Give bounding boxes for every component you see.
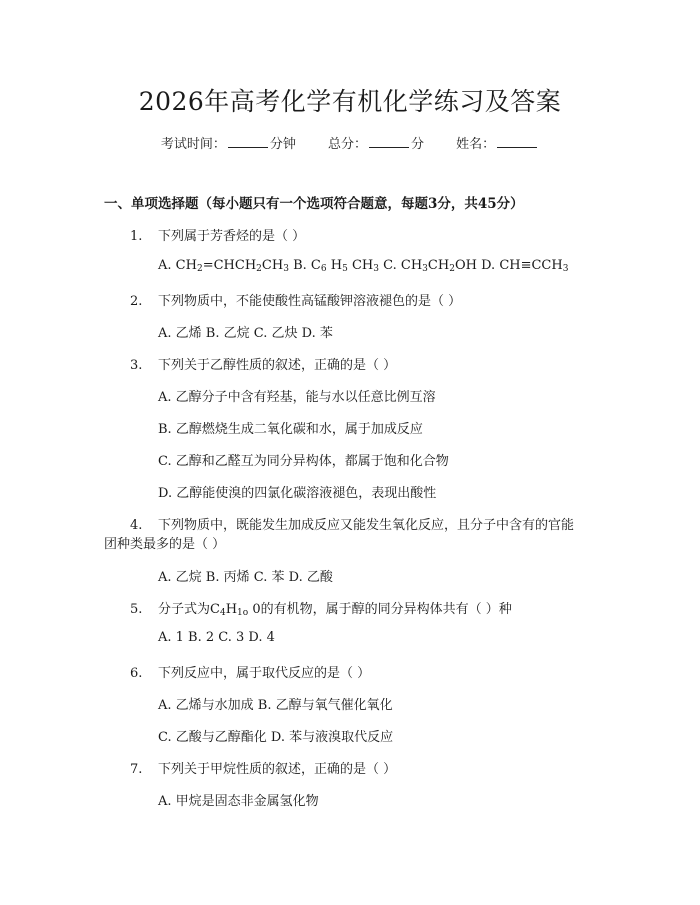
formula-part: OH (454, 258, 477, 273)
formula-part: 0的有机物，属于醇的同分异构体共有（ ）种 (248, 602, 512, 617)
question-stem: 下列属于芳香烃的是（ ） (158, 229, 306, 244)
question-stem: 下列关于甲烷性质的叙述，正确的是（ ） (158, 762, 397, 777)
formula-subscript: 3 (422, 264, 428, 274)
time-blank (228, 135, 268, 148)
formula-part: =CHCH (202, 258, 257, 273)
name-label: 姓名： (456, 137, 496, 152)
option-label: B. (293, 258, 307, 273)
option-line: D. 乙醇能使溴的四氯化碳溶液褪色，表现出酸性 (158, 486, 437, 501)
formula-subscript: 1 (237, 608, 243, 618)
time-label: 考试时间： (160, 137, 226, 152)
page-title: 2026年高考化学有机化学练习及答案 (138, 87, 562, 116)
option-line: C. 乙酸与乙醇酯化 D. 苯与液溴取代反应 (158, 730, 394, 745)
question-5 (130, 598, 512, 618)
question-5-options: A. 1 B. 2 C. 3 D. 4 (158, 630, 275, 645)
question-stem: 下列物质中，既能发生加成反应又能发生氧化反应，且分子中含有的官能 (158, 518, 575, 533)
score-field (328, 133, 424, 152)
question-number: 1. (130, 229, 143, 244)
formula-part: CH (347, 258, 374, 273)
formula-subscript: 5 (342, 264, 348, 274)
question-stem-continuation: 团种类最多的是（ ） (104, 537, 226, 552)
formula-part: CH (400, 258, 423, 273)
question-1 (130, 225, 305, 244)
formula-subscript: 2 (449, 264, 455, 274)
option-b (293, 258, 379, 273)
question-number: 4. (130, 518, 143, 533)
option-c (383, 258, 477, 273)
formula-subscript: 2 (196, 264, 203, 274)
formula-subscript: 3 (373, 264, 379, 274)
question-2-options: A. 乙烯 B. 乙烷 C. 乙炔 D. 苯 (158, 326, 333, 341)
option-line: A. 甲烷是固态非金属氢化物 (158, 794, 319, 809)
time-field (161, 133, 296, 152)
question-3 (130, 354, 396, 373)
question-number: 6. (130, 666, 143, 681)
formula-subscript: o (242, 608, 249, 618)
formula-subscript: 2 (256, 264, 262, 274)
exam-meta (0, 133, 700, 152)
question-stem: 下列关于乙醇性质的叙述，正确的是（ ） (158, 358, 397, 373)
question-number: 7. (130, 762, 143, 777)
question-number: 2. (130, 294, 143, 309)
question-4 (130, 514, 574, 533)
question-number: 5. (130, 602, 143, 617)
score-label: 总分： (327, 137, 367, 152)
formula-part: CH (261, 258, 284, 273)
formula-subscript: 6 (320, 264, 327, 274)
formula-part: H (326, 258, 343, 273)
option-label: D. (481, 258, 496, 273)
question-2 (130, 290, 461, 309)
option-line: B. 乙醇燃烧生成二氧化碳和水，属于加成反应 (158, 422, 423, 437)
formula-part: C (310, 258, 321, 273)
question-stem: 下列物质中，不能使酸性高锰酸钾溶液褪色的是（ ） (158, 294, 462, 309)
option-line: A. 乙醇分子中含有羟基，能与水以任意比例互溶 (158, 390, 436, 405)
formula-subscript: 3 (283, 264, 289, 274)
score-unit: 分 (411, 137, 425, 152)
question-stem (158, 602, 512, 617)
option-line: A. 乙烯与水加成 B. 乙醇与氧气催化氧化 (158, 698, 393, 713)
formula-part: CH (427, 258, 450, 273)
option-label: C. (383, 258, 397, 273)
formula-part: 分子式为C (158, 602, 220, 617)
question-1-options (158, 258, 568, 274)
question-7 (130, 758, 396, 777)
score-blank (369, 135, 409, 148)
option-line: C. 乙醇和乙醛互为同分异构体，都属于饱和化合物 (158, 454, 449, 469)
question-number: 3. (130, 358, 143, 373)
name-blank (497, 135, 537, 148)
formula-subscript: 3 (562, 264, 569, 274)
name-field (456, 133, 539, 152)
formula-part: CH (175, 258, 197, 273)
formula-subscript: 4 (219, 608, 226, 618)
question-4-options: A. 乙烷 B. 丙烯 C. 苯 D. 乙酸 (158, 570, 333, 585)
question-6 (130, 662, 370, 681)
option-d (481, 258, 568, 273)
time-unit: 分钟 (269, 137, 296, 152)
question-stem: 下列反应中，属于取代反应的是（ ） (158, 666, 371, 681)
formula-part: CH≡CCH (499, 258, 563, 273)
option-a (158, 258, 289, 273)
formula-part: H (225, 602, 238, 617)
section-title: 一、单项选择题（每小题只有一个选项符合题意，每题3分，共45分） (104, 196, 524, 212)
option-label: A. (158, 258, 172, 273)
